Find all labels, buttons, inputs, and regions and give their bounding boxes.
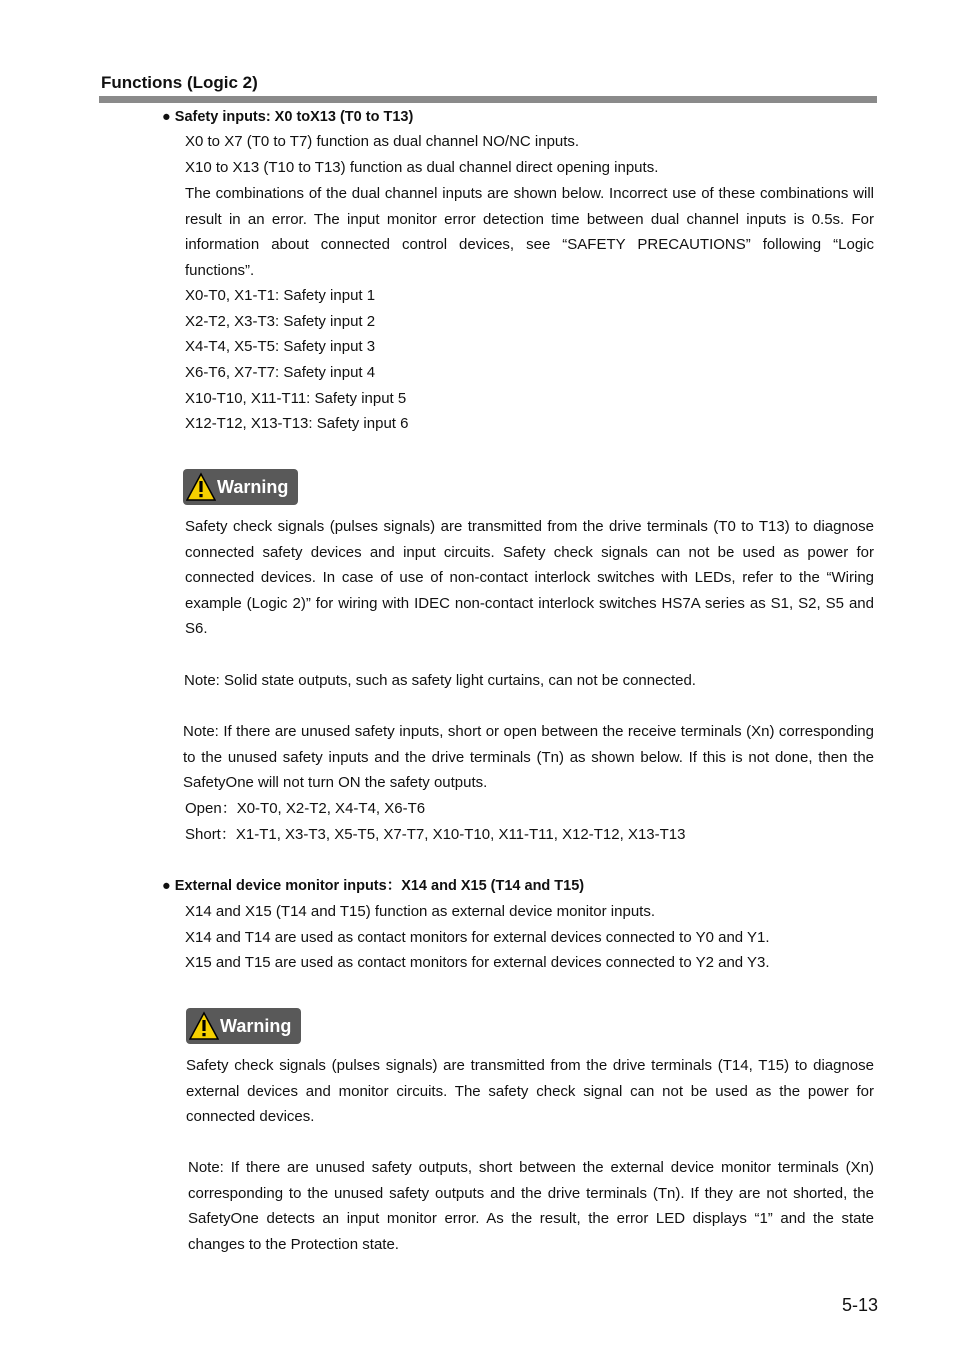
section-heading-external-monitor: ● External device monitor inputs：X14 and X15 (T14 and T15) [162,878,585,894]
text-line: X15 and T15 are used as contact monitors for external devices connected to Y2 and Y3. [185,954,770,971]
paragraph-combinations: The combinations of the dual channel inputs are shown below. Incorrect use of these combinations will result in an error. The input monitor error detection time between dual channel inputs is 0.5s. For information about connected control devices, see “SAFETY PRECAUTIONS” following “Logic functions”. [185,185,874,279]
warning-triangle-icon [186,472,216,502]
text-line: X14 and X15 (T14 and T15) function as external device monitor inputs. [185,903,656,920]
text-line: X14 and T14 are used as contact monitors for external devices connected to Y0 and Y1. [185,929,770,946]
warning-badge [183,469,298,505]
warning-label: Warning [217,476,289,497]
note-unused-inputs: Note: If there are unused safety inputs, short or open between the receive terminals (Xn) corresponding to the unused safety inputs and the drive terminals (Tn) as shown below. If this is not done, then the SafetyOne will not turn ON the safety outputs. [183,723,874,792]
page-number: 5-13 [842,1295,879,1315]
combo-line: X10-T10, X11-T11: Safety input 5 [185,390,407,407]
open-line: Open：X0-T0, X2-T2, X4-T4, X6-T6 [185,800,426,817]
warning-paragraph: Safety check signals (pulses signals) are transmitted from the drive terminals (T14, T15) to diagnose external devices and monitor circuits. The safety check signal can not be used as the power for connected devices. [186,1057,874,1126]
warning-triangle-icon [189,1011,219,1041]
combo-line: X4-T4, X5-T5: Safety input 3 [185,338,376,355]
combo-line: X12-T12, X13-T13: Safety input 6 [185,415,409,432]
warning-label: Warning [220,1015,292,1036]
text-line: X0 to X7 (T0 to T7) function as dual channel NO/NC inputs. [185,133,580,150]
text-line: X10 to X13 (T10 to T13) function as dual channel direct opening inputs. [185,159,659,176]
combo-line: X6-T6, X7-T7: Safety input 4 [185,364,376,381]
combo-line: X0-T0, X1-T1: Safety input 1 [185,287,376,304]
short-line: Short：X1-T1, X3-T3, X5-T5, X7-T7, X10-T10, X11-T11, X12-T12, X13-T13 [185,826,686,843]
combo-line: X2-T2, X3-T3: Safety input 2 [185,313,376,330]
title-rule [99,96,877,103]
page-title: Functions (Logic 2) [101,73,258,92]
note-unused-outputs: Note: If there are unused safety outputs, short between the external device monitor terminals (Xn) corresponding to the unused safety outputs and the drive terminals (Tn). If they are not shorted, the SafetyOne detects an input monitor error. As the result, the error LED displays “1” and the state changes to the Protection state. [188,1159,874,1253]
warning-badge [186,1008,301,1044]
note-solid-state: Note: Solid state outputs, such as safety light curtains, can not be connected. [184,672,696,689]
warning-paragraph: Safety check signals (pulses signals) are transmitted from the drive terminals (T0 to T13) to diagnose connected safety devices and input circuits. Safety check signals can not be used as power for connected devices. In case of use of non-contact interlock switches with LEDs, refer to the “Wiring example (Logic 2)” for wiring with IDEC non-contact interlock switches HS7A series as S1, S2, S5 and S6. [185,518,874,638]
section-heading-safety-inputs: ● Safety inputs: X0 toX13 (T0 to T13) [162,109,414,125]
